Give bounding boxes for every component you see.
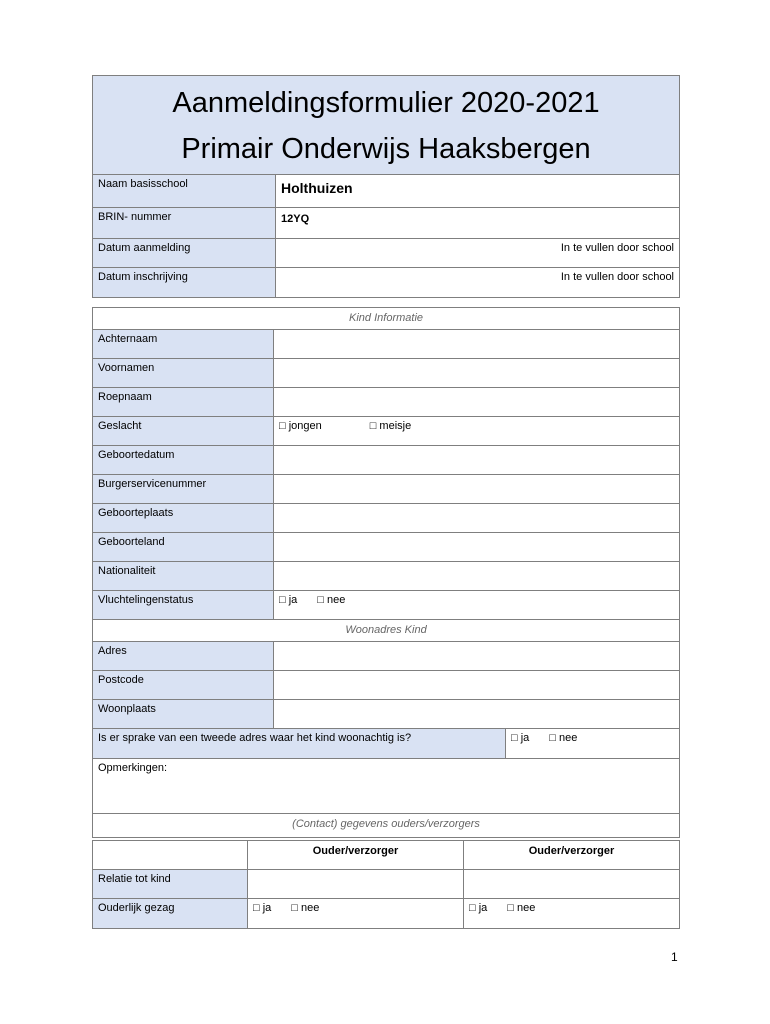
brin-label: BRIN- nummer bbox=[93, 208, 276, 239]
geboortedatum-field[interactable] bbox=[274, 446, 680, 475]
ouder1-relatie-field[interactable] bbox=[248, 870, 464, 899]
section-ouders: (Contact) gegevens ouders/verzorgers bbox=[93, 814, 680, 838]
nationaliteit-label: Nationaliteit bbox=[93, 562, 274, 591]
ouder1-gezag-options bbox=[248, 899, 464, 929]
checkbox-jongen[interactable]: □ jongen bbox=[279, 420, 322, 432]
checkbox-tweede-adres-nee[interactable]: □ nee bbox=[549, 732, 578, 744]
relatie-label: Relatie tot kind bbox=[93, 870, 248, 899]
checkbox-ouder2-gezag-nee[interactable]: □ nee bbox=[507, 902, 536, 914]
roepnaam-label: Roepnaam bbox=[93, 388, 274, 417]
page-number: 1 bbox=[671, 950, 678, 964]
geslacht-options bbox=[274, 417, 680, 446]
bsn-field[interactable] bbox=[274, 475, 680, 504]
child-form-table bbox=[92, 307, 680, 838]
ouder2-header: Ouder/verzorger bbox=[464, 841, 680, 870]
voornamen-label: Voornamen bbox=[93, 359, 274, 388]
gezag-label: Ouderlijk gezag bbox=[93, 899, 248, 929]
datum-inschrijving-value: In te vullen door school bbox=[276, 268, 680, 298]
geboorteland-field[interactable] bbox=[274, 533, 680, 562]
achternaam-label: Achternaam bbox=[93, 330, 274, 359]
geboorteland-label: Geboorteland bbox=[93, 533, 274, 562]
opmerkingen-field[interactable] bbox=[93, 759, 680, 814]
checkbox-vlucht-ja[interactable]: □ ja bbox=[279, 594, 298, 606]
second-address-question-text: Is er sprake van een tweede adres waar het kind woonachtig is? bbox=[98, 732, 412, 744]
second-address-question bbox=[93, 729, 506, 759]
geboorteplaats-label: Geboorteplaats bbox=[93, 504, 274, 533]
bsn-label: Burgerservicenummer bbox=[93, 475, 274, 504]
school-name-label: Naam basisschool bbox=[93, 175, 276, 208]
parents-table bbox=[92, 840, 680, 929]
checkbox-vlucht-nee[interactable]: □ nee bbox=[317, 594, 346, 606]
ouder2-gezag-options bbox=[464, 899, 680, 929]
form-title-line1: Aanmeldingsformulier 2020-2021 bbox=[172, 87, 600, 119]
geboortedatum-label: Geboortedatum bbox=[93, 446, 274, 475]
adres-field[interactable] bbox=[274, 642, 680, 671]
opmerkingen-label: Opmerkingen: bbox=[98, 762, 168, 774]
form-title-line2: Primair Onderwijs Haaksbergen bbox=[181, 133, 591, 165]
voornamen-field[interactable] bbox=[274, 359, 680, 388]
vluchtelingenstatus-options bbox=[274, 591, 680, 620]
geslacht-label: Geslacht bbox=[93, 417, 274, 446]
datum-aanmelding-value: In te vullen door school bbox=[276, 239, 680, 268]
achternaam-field[interactable] bbox=[274, 330, 680, 359]
woonplaats-label: Woonplaats bbox=[93, 700, 274, 729]
checkbox-tweede-adres-ja[interactable]: □ ja bbox=[511, 732, 530, 744]
datum-aanmelding-label: Datum aanmelding bbox=[93, 239, 276, 268]
school-name-value[interactable]: Holthuizen bbox=[276, 175, 680, 208]
brin-value[interactable]: 12YQ bbox=[276, 208, 680, 239]
adres-label: Adres bbox=[93, 642, 274, 671]
checkbox-ouder1-gezag-nee[interactable]: □ nee bbox=[291, 902, 320, 914]
vluchtelingenstatus-label: Vluchtelingenstatus bbox=[93, 591, 274, 620]
woonplaats-field[interactable] bbox=[274, 700, 680, 729]
section-woonadres: Woonadres Kind bbox=[93, 620, 680, 642]
checkbox-meisje[interactable]: □ meisje bbox=[369, 420, 412, 432]
header-table bbox=[92, 75, 680, 298]
parents-header-empty bbox=[93, 841, 248, 870]
ouder2-relatie-field[interactable] bbox=[464, 870, 680, 899]
postcode-label: Postcode bbox=[93, 671, 274, 700]
postcode-field[interactable] bbox=[274, 671, 680, 700]
section-kind-informatie: Kind Informatie bbox=[93, 308, 680, 330]
checkbox-ouder2-gezag-ja[interactable]: □ ja bbox=[469, 902, 488, 914]
ouder1-header: Ouder/verzorger bbox=[248, 841, 464, 870]
roepnaam-field[interactable] bbox=[274, 388, 680, 417]
datum-inschrijving-label: Datum inschrijving bbox=[93, 268, 276, 298]
geboorteplaats-field[interactable] bbox=[274, 504, 680, 533]
second-address-options bbox=[506, 729, 680, 759]
nationaliteit-field[interactable] bbox=[274, 562, 680, 591]
checkbox-ouder1-gezag-ja[interactable]: □ ja bbox=[253, 902, 272, 914]
form-title bbox=[93, 76, 680, 175]
